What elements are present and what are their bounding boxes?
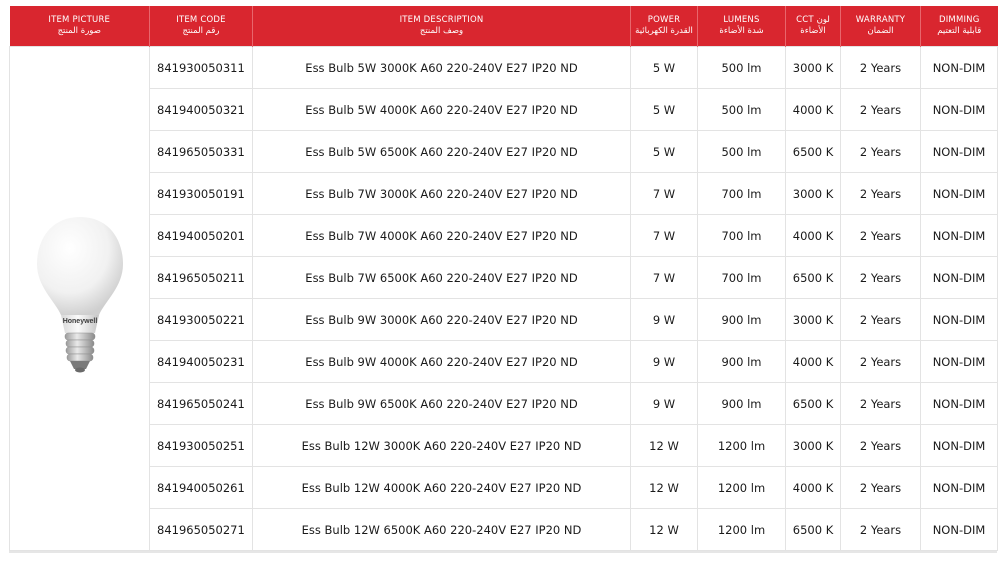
lumens-cell: 900 lm xyxy=(698,383,786,425)
item-description-cell: Ess Bulb 5W 4000K A60 220-240V E27 IP20 ND xyxy=(253,89,631,131)
table-row xyxy=(10,509,998,551)
table-row xyxy=(10,425,998,467)
header-label-ar: رقم المنتج xyxy=(182,26,220,36)
power-cell: 7 W xyxy=(631,173,698,215)
power-cell: 12 W xyxy=(631,509,698,551)
led-bulb-icon xyxy=(25,209,135,389)
header-label-en: ITEM CODE xyxy=(176,15,226,25)
item-picture-cell xyxy=(10,47,150,551)
dimming-cell: NON-DIM xyxy=(921,509,998,551)
item-code-cell: 841965050331 xyxy=(150,131,253,173)
cct-cell: 6500 K xyxy=(786,383,841,425)
dimming-cell: NON-DIM xyxy=(921,47,998,89)
item-code-cell: 841965050241 xyxy=(150,383,253,425)
header-cct xyxy=(786,6,841,47)
header-label-en: WARRANTY xyxy=(855,15,906,25)
item-code-cell: 841930050311 xyxy=(150,47,253,89)
header-label-ar: الأضاءة xyxy=(800,26,826,36)
table-header-row xyxy=(10,6,998,47)
cct-cell: 6500 K xyxy=(786,509,841,551)
warranty-cell: 2 Years xyxy=(841,173,921,215)
item-code-cell: 841940050231 xyxy=(150,341,253,383)
power-cell: 9 W xyxy=(631,341,698,383)
table-row xyxy=(10,89,998,131)
lumens-cell: 900 lm xyxy=(698,341,786,383)
cct-cell: 6500 K xyxy=(786,131,841,173)
header-label-en: CCT لون xyxy=(796,15,830,25)
warranty-cell: 2 Years xyxy=(841,383,921,425)
lumens-cell: 1200 lm xyxy=(698,425,786,467)
table-row xyxy=(10,257,998,299)
dimming-cell: NON-DIM xyxy=(921,299,998,341)
warranty-cell: 2 Years xyxy=(841,299,921,341)
table-row xyxy=(10,341,998,383)
table-row xyxy=(10,173,998,215)
item-code-cell: 841940050261 xyxy=(150,467,253,509)
table-row xyxy=(10,131,998,173)
product-picture xyxy=(10,209,149,389)
item-code-cell: 841965050211 xyxy=(150,257,253,299)
cct-cell: 3000 K xyxy=(786,173,841,215)
lumens-cell: 700 lm xyxy=(698,257,786,299)
item-code-cell: 841940050201 xyxy=(150,215,253,257)
header-power xyxy=(631,6,698,47)
item-code-cell: 841965050271 xyxy=(150,509,253,551)
cct-cell: 4000 K xyxy=(786,89,841,131)
item-description-cell: Ess Bulb 5W 3000K A60 220-240V E27 IP20 ND xyxy=(253,47,631,89)
dimming-cell: NON-DIM xyxy=(921,215,998,257)
header-dimming xyxy=(921,6,998,47)
dimming-cell: NON-DIM xyxy=(921,173,998,215)
header-label-en: ITEM DESCRIPTION xyxy=(399,15,484,25)
item-description-cell: Ess Bulb 12W 3000K A60 220-240V E27 IP20 ND xyxy=(253,425,631,467)
table-row xyxy=(10,215,998,257)
power-cell: 9 W xyxy=(631,383,698,425)
item-description-cell: Ess Bulb 9W 4000K A60 220-240V E27 IP20 ND xyxy=(253,341,631,383)
lumens-cell: 1200 lm xyxy=(698,467,786,509)
power-cell: 7 W xyxy=(631,215,698,257)
header-item-code xyxy=(150,6,253,47)
dimming-cell: NON-DIM xyxy=(921,383,998,425)
cct-cell: 3000 K xyxy=(786,47,841,89)
header-label-ar: صورة المنتج xyxy=(57,26,101,36)
lumens-cell: 700 lm xyxy=(698,215,786,257)
item-code-cell: 841930050251 xyxy=(150,425,253,467)
item-description-cell: Ess Bulb 5W 6500K A60 220-240V E27 IP20 ND xyxy=(253,131,631,173)
cct-cell: 4000 K xyxy=(786,215,841,257)
dimming-cell: NON-DIM xyxy=(921,131,998,173)
lumens-cell: 1200 lm xyxy=(698,509,786,551)
cct-cell: 4000 K xyxy=(786,341,841,383)
table-row xyxy=(10,467,998,509)
warranty-cell: 2 Years xyxy=(841,509,921,551)
warranty-cell: 2 Years xyxy=(841,341,921,383)
header-item-description xyxy=(253,6,631,47)
power-cell: 5 W xyxy=(631,131,698,173)
header-label-ar: القدرة الكهربائية xyxy=(635,26,693,36)
dimming-cell: NON-DIM xyxy=(921,467,998,509)
header-warranty xyxy=(841,6,921,47)
item-description-cell: Ess Bulb 7W 3000K A60 220-240V E27 IP20 ND xyxy=(253,173,631,215)
lumens-cell: 500 lm xyxy=(698,89,786,131)
power-cell: 12 W xyxy=(631,425,698,467)
table-row xyxy=(10,299,998,341)
item-code-cell: 841930050191 xyxy=(150,173,253,215)
header-lumens xyxy=(698,6,786,47)
product-table xyxy=(9,6,998,551)
cct-cell: 3000 K xyxy=(786,425,841,467)
cct-cell: 3000 K xyxy=(786,299,841,341)
item-description-cell: Ess Bulb 9W 6500K A60 220-240V E27 IP20 ND xyxy=(253,383,631,425)
warranty-cell: 2 Years xyxy=(841,131,921,173)
item-description-cell: Ess Bulb 7W 4000K A60 220-240V E27 IP20 ND xyxy=(253,215,631,257)
header-item-picture xyxy=(10,6,150,47)
power-cell: 9 W xyxy=(631,299,698,341)
power-cell: 5 W xyxy=(631,89,698,131)
dimming-cell: NON-DIM xyxy=(921,341,998,383)
lumens-cell: 500 lm xyxy=(698,47,786,89)
header-label-en: ITEM PICTURE xyxy=(48,15,111,25)
table-row xyxy=(10,383,998,425)
item-description-cell: Ess Bulb 9W 3000K A60 220-240V E27 IP20 ND xyxy=(253,299,631,341)
warranty-cell: 2 Years xyxy=(841,257,921,299)
power-cell: 5 W xyxy=(631,47,698,89)
table-body xyxy=(10,47,998,551)
table-bottom-border xyxy=(9,551,997,553)
warranty-cell: 2 Years xyxy=(841,215,921,257)
brand-logo-text: Honeywell xyxy=(62,317,97,325)
header-label-ar: قابلية التعتيم xyxy=(937,26,982,36)
table-row xyxy=(10,47,998,89)
lumens-cell: 700 lm xyxy=(698,173,786,215)
cct-cell: 4000 K xyxy=(786,467,841,509)
warranty-cell: 2 Years xyxy=(841,47,921,89)
lumens-cell: 900 lm xyxy=(698,299,786,341)
item-description-cell: Ess Bulb 12W 6500K A60 220-240V E27 IP20 ND xyxy=(253,509,631,551)
item-description-cell: Ess Bulb 7W 6500K A60 220-240V E27 IP20 ND xyxy=(253,257,631,299)
header-label-en: POWER xyxy=(647,15,681,25)
header-label-ar: شدة الأضاءة xyxy=(719,26,764,36)
warranty-cell: 2 Years xyxy=(841,467,921,509)
header-label-ar: وصف المنتج xyxy=(419,26,464,36)
header-label-ar: الضمان xyxy=(867,26,894,36)
header-label-en: LUMENS xyxy=(723,15,760,25)
dimming-cell: NON-DIM xyxy=(921,257,998,299)
warranty-cell: 2 Years xyxy=(841,89,921,131)
cct-cell: 6500 K xyxy=(786,257,841,299)
dimming-cell: NON-DIM xyxy=(921,425,998,467)
item-code-cell: 841930050221 xyxy=(150,299,253,341)
power-cell: 12 W xyxy=(631,467,698,509)
item-description-cell: Ess Bulb 12W 4000K A60 220-240V E27 IP20 ND xyxy=(253,467,631,509)
item-code-cell: 841940050321 xyxy=(150,89,253,131)
power-cell: 7 W xyxy=(631,257,698,299)
warranty-cell: 2 Years xyxy=(841,425,921,467)
lumens-cell: 500 lm xyxy=(698,131,786,173)
dimming-cell: NON-DIM xyxy=(921,89,998,131)
product-spec-sheet xyxy=(9,6,997,550)
header-label-en: DIMMING xyxy=(938,15,980,25)
